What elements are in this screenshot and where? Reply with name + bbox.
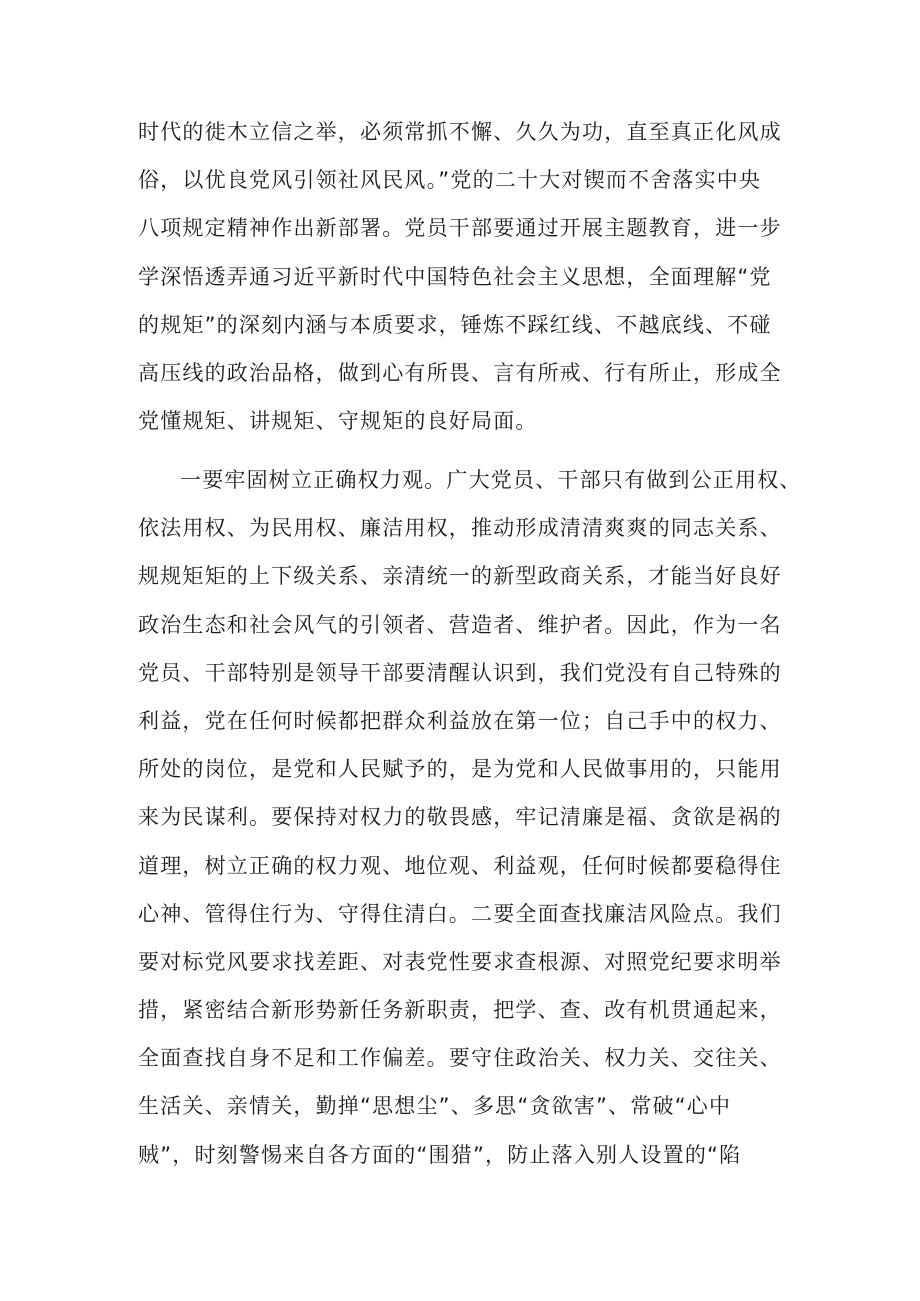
paragraph-2 <box>138 467 802 1190</box>
text-line: 来为民谋利。要保持对权力的敬畏感，牢记清廉是福、贪欲是祸的 <box>138 805 782 830</box>
text-line: 要对标党风要求找差距、对表党性要求查根源、对照党纪要求明举 <box>138 949 782 974</box>
text-line: 规规矩矩的上下级关系、亲清统一的新型政商关系，才能当好良好 <box>138 564 782 589</box>
text-line: 俗，以优良党风引领社风民风。”党的二十大对锲而不舍落实中央 <box>138 168 762 193</box>
paragraph-1 <box>138 119 798 456</box>
text-line: 政治生态和社会风气的引领者、营造者、维护者。因此，作为一名 <box>138 612 782 637</box>
text-line: 道理，树立正确的权力观、地位观、利益观，任何时候都要稳得住 <box>138 853 782 878</box>
text-line: 党懂规矩、讲规矩、守规矩的良好局面。 <box>138 409 538 434</box>
text-line: 的规矩”的深刻内涵与本质要求，锤炼不踩红线、不越底线、不碰 <box>138 312 772 337</box>
text-line: 措，紧密结合新形势新任务新职责，把学、查、改有机贯通起来， <box>138 998 782 1023</box>
text-line: 生活关、亲情关，勤掸“思想尘”、多思“贪欲害”、常破“心中 <box>138 1094 732 1119</box>
text-line: 时代的徙木立信之举，必须常抓不懈、久久为功，直至真正化风成 <box>138 120 782 144</box>
text-line: 一要牢固树立正确权力观。广大党员、干部只有做到公正用权、 <box>180 468 802 492</box>
text-line: 依法用权、为民用权、廉洁用权，推动形成清清爽爽的同志关系、 <box>138 516 782 541</box>
text-line: 全面查找自身不足和工作偏差。要守住政治关、权力关、交往关、 <box>138 1046 782 1071</box>
text-line: 高压线的政治品格，做到心有所畏、言有所戒、行有所止，形成全 <box>138 360 782 385</box>
text-line: 学深悟透弄通习近平新时代中国特色社会主义思想，全面理解“党 <box>138 264 772 289</box>
text-line: 利益，党在任何时候都把群众利益放在第一位；自己手中的权力、 <box>138 708 782 733</box>
text-line: 八项规定精神作出新部署。党员干部要通过开展主题教育，进一步 <box>138 216 782 241</box>
text-line: 所处的岗位，是党和人民赋予的，是为党和人民做事用的，只能用 <box>138 757 782 782</box>
text-line: 党员、干部特别是领导干部要清醒认识到，我们党没有自己特殊的 <box>138 660 782 685</box>
text-line: 贼”，时刻警惕来自各方面的“围猎”，防止落入别人设置的“陷 <box>138 1142 742 1167</box>
text-line: 心神、管得住行为、守得住清白。二要全面查找廉洁风险点。我们 <box>138 901 782 926</box>
